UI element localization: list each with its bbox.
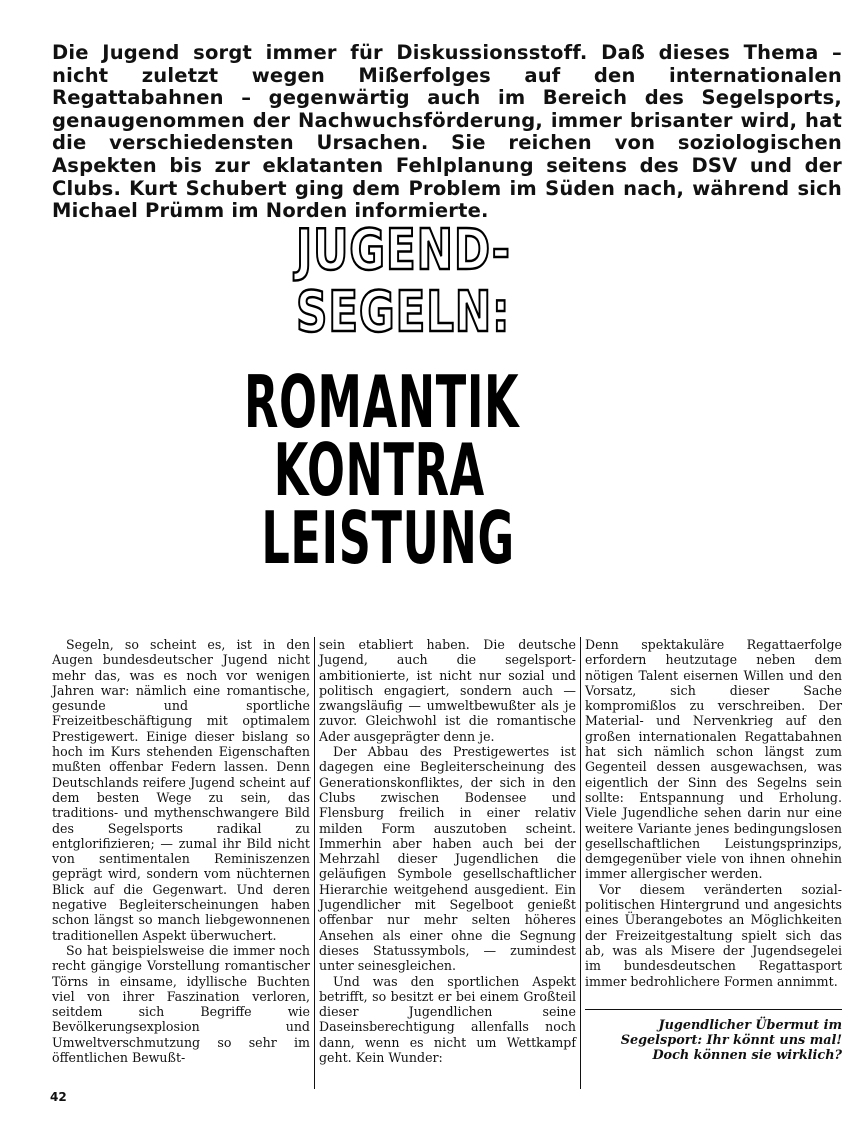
article-column-2 <box>314 637 580 1089</box>
headline-line-4: KONTRA <box>273 428 485 512</box>
headline-line-2: SEGELN: <box>296 280 511 345</box>
page-number: 42 <box>50 1090 67 1104</box>
article-column-1 <box>48 637 314 1089</box>
article-columns <box>48 637 848 1089</box>
column-1-paragraph-1: Segeln, so scheint es, ist in den Augen bundesdeutscher Jugend nicht mehr das, was es noch vor wenigen Jahren war: nämlich eine romantische, gesunde und sportliche Freizeitbeschäftigung mit optimalem Prestigewert. Einige dieser bislang so hoch im Kurs stehenden Eigenschaften mußten offenbar Federn lassen. Denn Deutschlands reifere Jugend scheint auf dem besten Wege zu sein, das traditions- und mythenschwangere Bild des Segelsports radikal zu entglorifizieren; — zumal ihr Bild nicht von sentimentalen Reminiszenzen geprägt wird, sondern vom nüchternen Blick auf die Gegenwart. Und deren negative Begleiterscheinungen haben schon längst so manch liebgewonnenen traditionellen Aspekt überwuchert. <box>52 637 310 943</box>
headline-line-5: LEISTUNG <box>261 496 515 580</box>
photo-caption-block <box>585 1009 842 1063</box>
column-3-paragraph-1: Denn spektakuläre Regattaerfolge erfordern heutzutage neben dem nötigen Talent eisernen Willen und den Vorsatz, sich dieser Sache kompromißlos zu verschreiben. Der Material- und Nervenkrieg auf den großen internationalen Regattabahnen hat sich nämlich schon längst zum Gegenteil dessen ausgewachsen, was eigentlich der Sinn des Segelns sein sollte: Entspannung und Erholung. Viele Jugendliche sehen darin nur eine weitere Variante jenes bedingungslosen gesellschaftlichen Leistungsprinzips, demgegenüber viele von ihnen ohnehin immer allergischer werden. <box>585 637 842 882</box>
column-3-paragraph-2: Vor diesem veränderten sozial-politischen Hintergrund und angesichts eines Überangebotes an Möglichkeiten der Freizeitgestaltung spielt sich das ab, was als Misere der Jugendsegelei im bundesdeutschen Regattasport immer bedrohlichere Formen annimmt. <box>585 881 842 989</box>
intro-paragraph <box>52 42 842 223</box>
intro-text: Die Jugend sorgt immer für Diskussionsstoff. Daß dieses Thema – nicht zuletzt wegen Mißerfolges auf den internationalen Regattabahnen – gegenwärtig auch im Bereich des Segelsports, genaugenommen der Nachwuchsförderung, immer brisanter wird, hat die verschiedensten Ursachen. Sie reichen von soziologischen Aspekten bis zur eklatanten Fehlplanung seitens des DSV und der Clubs. Kurt Schubert ging dem Problem im Süden nach, während sich Michael Prümm im Norden informierte. <box>52 41 842 223</box>
headline-solid-block <box>244 360 688 580</box>
photo-caption: Jugendlicher Übermut im Segelsport: Ihr könnt uns mal! Doch können sie wirklich? <box>620 1017 842 1063</box>
column-1-paragraph-2: So hat beispielsweise die immer noch recht gängige Vorstellung romantischer Törns in einsame, idyllische Buchten viel von ihrer Faszination verloren, seitdem sich Begriffe wie Bevölkerungsexplosion und Umweltverschmutzung so sehr im öffentlichen Bewußt- <box>52 942 310 1066</box>
headline <box>244 218 596 580</box>
column-2-paragraph-1: sein etabliert haben. Die deutsche Jugend, auch die segelsport-ambitionierte, ist nicht nur sozial und politisch engagiert, sondern auch — zwangsläufig — umweltbewußter als je zuvor. Gleichwohl ist die romantische Ader ausgeprägter denn je. <box>319 637 576 744</box>
column-2-paragraph-2: Der Abbau des Prestigewertes ist dagegen eine Begleiterscheinung des Generationskonfliktes, der sich in den Clubs zwischen Bodensee und Flensburg freilich in einer relativ milden Form auszutoben scheint. Immerhin aber haben auch bei der Mehrzahl dieser Jugendlichen die geläufigen Symbole gesellschaftlicher Hierarchie weitgehend ausgedient. Ein Jugendlicher mit Segelboot genießt offenbar nur mehr selten höheres Ansehen als einer ohne die Segnung dieses Statussymbols, — zumindest unter seinesgleichen. <box>319 744 576 974</box>
column-2-paragraph-3: Und was den sportlichen Aspekt betrifft, so besitzt er bei einem Großteil dieser Jugendlichen seine Daseinsberechtigung allenfalls noch dann, wenn es nicht um Wettkampf geht. Kein Wunder: <box>319 973 576 1066</box>
headline-line-3: ROMANTIK <box>244 360 520 444</box>
headline-line-1: JUGEND- <box>296 218 511 283</box>
article-column-3 <box>580 637 846 1089</box>
